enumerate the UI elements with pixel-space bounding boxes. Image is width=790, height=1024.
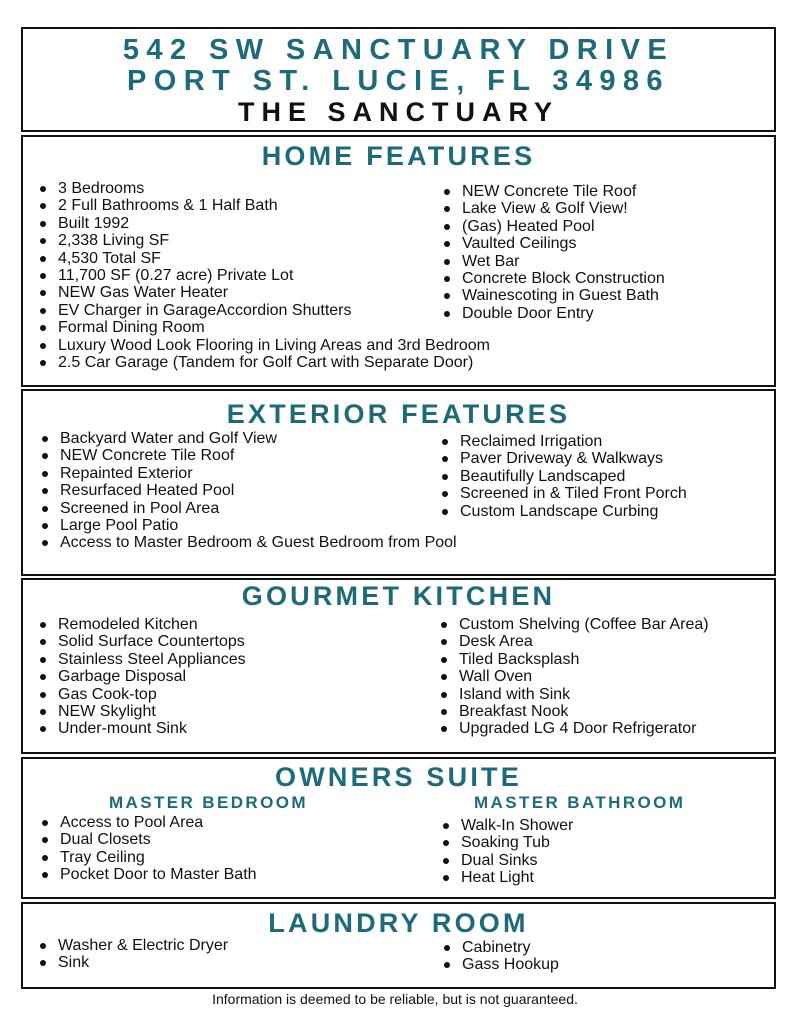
exterior-features-left-list <box>39 430 457 552</box>
list-item: Under-mount Sink <box>37 720 246 737</box>
community-name: THE SANCTUARY <box>237 97 559 127</box>
list-item: Tiled Backsplash <box>438 651 709 668</box>
list-item: Wall Oven <box>438 668 709 685</box>
list-item: Walk-In Shower <box>440 817 573 834</box>
laundry-left-list <box>37 937 228 972</box>
list-item: Breakfast Nook <box>438 703 709 720</box>
list-item: Reclaimed Irrigation <box>439 433 687 450</box>
list-item: NEW Concrete Tile Roof <box>39 447 457 464</box>
list-item: Sink <box>37 954 228 971</box>
list-item: Heat Light <box>440 869 573 886</box>
kitchen-section <box>21 578 776 754</box>
kitchen-right-list <box>438 616 709 738</box>
list-item: Lake View & Golf View! <box>441 200 665 217</box>
list-item: 2,338 Living SF <box>37 232 490 249</box>
list-item: Dual Sinks <box>440 852 573 869</box>
list-item: Built 1992 <box>37 215 490 232</box>
list-item: (Gas) Heated Pool <box>441 218 665 235</box>
list-item: Beautifully Landscaped <box>439 468 687 485</box>
list-item: Screened in Pool Area <box>39 500 457 517</box>
master-bedroom-title: MASTER BEDROOM <box>109 793 308 812</box>
list-item: Cabinetry <box>441 939 559 956</box>
address-line-1: 542 SW SANCTUARY DRIVE <box>122 34 675 66</box>
list-item: 4,530 Total SF <box>37 250 490 267</box>
home-features-right-list <box>441 183 665 322</box>
list-item: Wainescoting in Guest Bath <box>441 287 665 304</box>
exterior-features-section <box>21 389 776 576</box>
list-item: Screened in & Tiled Front Porch <box>439 485 687 502</box>
home-features-left-list <box>37 180 490 371</box>
list-item: Vaulted Ceilings <box>441 235 665 252</box>
list-item: Access to Master Bedroom & Guest Bedroom from Pool <box>39 534 457 551</box>
exterior-features-right-list <box>439 433 687 520</box>
list-item: Repainted Exterior <box>39 465 457 482</box>
address-line-2: PORT ST. LUCIE, FL 34986 <box>127 65 670 97</box>
list-item: Gass Hookup <box>441 956 559 973</box>
list-item: Custom Shelving (Coffee Bar Area) <box>438 616 709 633</box>
list-item: Custom Landscape Curbing <box>439 503 687 520</box>
master-bedroom-list <box>39 814 257 884</box>
list-item: 11,700 SF (0.27 acre) Private Lot <box>37 267 490 284</box>
list-item: Gas Cook-top <box>37 686 246 703</box>
list-item: Remodeled Kitchen <box>37 616 246 633</box>
list-item: Luxury Wood Look Flooring in Living Areas and 3rd Bedroom <box>37 337 490 354</box>
master-bathroom-list <box>440 817 573 887</box>
list-item: Backyard Water and Golf View <box>39 430 457 447</box>
list-item: Large Pool Patio <box>39 517 457 534</box>
list-item: EV Charger in GarageAccordion Shutters <box>37 302 490 319</box>
kitchen-title: GOURMET KITCHEN <box>241 581 556 611</box>
list-item: Soaking Tub <box>440 834 573 851</box>
list-item: Solid Surface Countertops <box>37 633 246 650</box>
kitchen-left-list <box>37 616 246 738</box>
list-item: Dual Closets <box>39 831 257 848</box>
list-item: Resurfaced Heated Pool <box>39 482 457 499</box>
list-item: Garbage Disposal <box>37 668 246 685</box>
list-item: Island with Sink <box>438 686 709 703</box>
list-item: NEW Gas Water Heater <box>37 284 490 301</box>
home-features-section <box>21 135 776 387</box>
list-item: Formal Dining Room <box>37 319 490 336</box>
list-item: Stainless Steel Appliances <box>37 651 246 668</box>
list-item: Desk Area <box>438 633 709 650</box>
list-item: Paver Driveway & Walkways <box>439 450 687 467</box>
laundry-section <box>21 902 776 989</box>
laundry-right-list <box>441 939 559 974</box>
list-item: NEW Concrete Tile Roof <box>441 183 665 200</box>
list-item: 3 Bedrooms <box>37 180 490 197</box>
list-item: Pocket Door to Master Bath <box>39 866 257 883</box>
owners-suite-title: OWNERS SUITE <box>275 762 522 792</box>
list-item: Concrete Block Construction <box>441 270 665 287</box>
list-item: Upgraded LG 4 Door Refrigerator <box>438 720 709 737</box>
master-bathroom-title: MASTER BATHROOM <box>474 793 686 812</box>
disclaimer-text: Information is deemed to be reliable, but is not guaranteed. <box>212 991 578 1007</box>
list-item: 2 Full Bathrooms & 1 Half Bath <box>37 197 490 214</box>
list-item: Wet Bar <box>441 253 665 270</box>
list-item: Washer & Electric Dryer <box>37 937 228 954</box>
list-item: NEW Skylight <box>37 703 246 720</box>
header-box <box>21 27 776 132</box>
exterior-features-title: EXTERIOR FEATURES <box>226 399 571 429</box>
list-item: Access to Pool Area <box>39 814 257 831</box>
list-item: Tray Ceiling <box>39 849 257 866</box>
home-features-title: HOME FEATURES <box>261 141 536 171</box>
list-item: 2.5 Car Garage (Tandem for Golf Cart with Separate Door) <box>37 354 490 371</box>
owners-suite-section <box>21 757 776 899</box>
laundry-title: LAUNDRY ROOM <box>268 908 529 938</box>
list-item: Double Door Entry <box>441 305 665 322</box>
